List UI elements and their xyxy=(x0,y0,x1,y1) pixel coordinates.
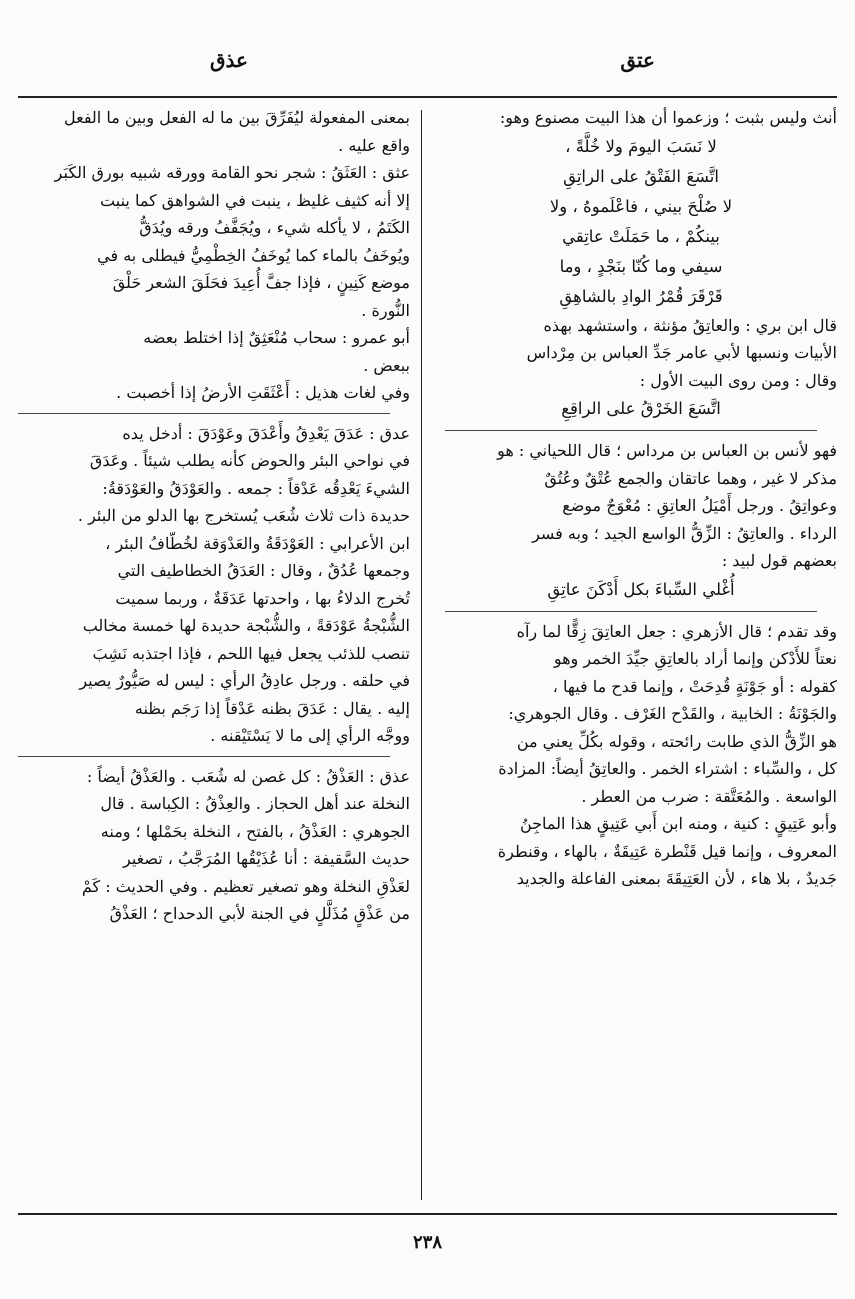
running-header-right: عتق xyxy=(620,48,655,72)
text-line: ابن الأعرابي : العَوْدَقَةُ والعَدْوَقة لخُطّافُ البئر ، xyxy=(105,533,410,553)
page-number: ٢٣٨ xyxy=(412,1232,442,1253)
text-line: حديدة ذات ثلاث شُعَب يُستخرج بها الدلو من البئر . xyxy=(77,506,410,525)
text-line: بعضهم قول لبيد : xyxy=(721,551,837,570)
text-line: لا صُلْحَ بيني ، فاعْلَموهُ ، ولا xyxy=(549,196,733,216)
text-line: عثق : العَثَقُ : شجر نحو القامة وورقه شبيه بورق الكَبَر xyxy=(54,163,410,182)
text-line: لا نَسَبَ اليومَ ولا خُلَّةً ، xyxy=(565,136,717,156)
text-line: النُّورة . xyxy=(361,300,410,320)
text-line: وفي لغات هذيل : أَعْثَقَتِ الأرضُ إذا أخصبت . xyxy=(116,383,410,402)
section-separator xyxy=(18,413,390,414)
text-line: نعتاً للأَدْكن وإنما أراد بالعاتِقِ جيِّدَ الخمر وهو xyxy=(553,649,837,668)
section-separator xyxy=(445,611,817,612)
text-line: سيفي وما كُنّا بنَجْدٍ ، وما xyxy=(559,256,723,276)
text-line: أبو عمرو : سحاب مُنْعَثِقٌ إذا اختلط بعضه xyxy=(143,328,410,347)
footer-rule xyxy=(18,1213,837,1215)
entry-adaq xyxy=(18,420,410,750)
text-line: كل ، والسِّباء : اشتراء الخمر . والعاتِقُ أيضاً: المزادة xyxy=(498,759,837,778)
text-line: قال ابن بري : والعاتِقُ مؤنثة ، واستشهد بهذه xyxy=(543,315,837,335)
text-block xyxy=(445,104,837,132)
quote-verse xyxy=(445,394,837,424)
verse-line: اتَّسَعَ الخَرْقُ على الراقِعِ xyxy=(561,399,721,418)
text-line: الشيءَ يَعْدِقُه عَدْقاً : جمعه . والعَوْدَقُ والعَوْدَقةُ: xyxy=(102,478,410,498)
text-line: واقع عليه . xyxy=(338,135,410,155)
text-line: مذكر لا غير ، وهما عاتقان والجمع عُتْقٌ وعُتُقٌ xyxy=(544,468,837,488)
text-line: جَديدٌ ، بلا هاء ، لأن العَتِيقَةَ بمعنى الفاعلة والجديد xyxy=(516,869,837,888)
text-line: كقوله : أو جَوْنَةٍ قُدِحَتْ ، وإنما قدح ما فيها ، xyxy=(552,676,837,696)
paragraph xyxy=(18,379,410,407)
text-line: من عَذْقٍ مُذَلَّلٍ في الجنة لأبي الدحداح ؛ العَذْقُ xyxy=(109,904,410,923)
text-line: المعروف ، وإنما قيل قَنْطرة عَتِيقَةٌ ، بالهاء ، وقنطرة xyxy=(497,841,837,861)
text-line: فهو لأنس بن العباس بن مرداس ؛ قال اللحياني : هو xyxy=(497,441,837,460)
section-separator xyxy=(18,756,390,757)
text-line: الشُّبْجةُ عَوْدَقةً ، والشُّبْجة حديدة لها خمسة مخالب xyxy=(82,616,410,635)
text-block xyxy=(445,437,837,575)
text-line: وعواتِقُ . ورجل أَمْيَلُ العاتِقِ : مُعْوَجٌ موضع xyxy=(562,496,837,515)
text-line: النخلة عند أهل الحجاز . والعِذْقُ : الكِباسة . قال xyxy=(100,794,410,813)
text-line: والجَوْنَةُ : الخابية ، والقَدْح الغَرْف . وقال الجوهري: xyxy=(508,704,837,723)
text-block xyxy=(445,312,837,395)
section-separator xyxy=(445,430,817,431)
paragraph xyxy=(18,324,410,379)
text-line: الواسعة . والمُعَتَّقة : ضرب من العطر . xyxy=(581,786,837,806)
quote-verse xyxy=(445,575,837,605)
text-line: بمعنى المفعولة ليُفَرِّقَ بين ما له الفعل وبين ما الفعل xyxy=(64,108,410,127)
text-line: الكَتَمُ ، لا يأكله شيء ، ويُجَفَّفُ ورقه ويُدَقُّ xyxy=(139,218,410,237)
text-line: تُخرج الدلاءُ بها ، واحدتها عَدَقَةٌ ، وربما سميت xyxy=(115,588,410,608)
poem-verses xyxy=(445,132,837,312)
paragraph xyxy=(18,104,410,159)
text-line: الرداء . والعاتِقُ : الزِّقُّ الواسع الجيد ؛ وبه فسر xyxy=(532,523,837,543)
text-line: تنصب للذئب يجعل فيها اللحم ، فإذا اجتذبه نَشِبَ xyxy=(92,643,410,663)
header-rule xyxy=(18,96,837,98)
text-line: موضع كَنِينٍ ، فإذا جفَّ أُعِيدَ فحَلَقَ الشعر حَلْقَ xyxy=(112,273,410,292)
text-line: إليه . يقال : عَدَقَ بظنه عَدْقاً إذا رَجَم بظنه xyxy=(134,698,410,718)
entry-athaq xyxy=(18,159,410,324)
text-line: ووجَّه الرأي إلى ما لا يَسْتَيْقنه . xyxy=(210,726,410,745)
text-line: أنث وليس بثبت ؛ وزعموا أن هذا البيت مصنوع وهو: xyxy=(499,108,837,127)
text-line: حديث السَّقيفة : أنا عُذَيْقُها المُرَجَّبُ ، تصغير xyxy=(122,849,410,868)
text-line: إلا أنه كثيف غليظ ، ينبت في الشواهق كما ينبت xyxy=(100,190,410,210)
text-line: لعَذْقِ النخلة وهو تصغير تعظيم . وفي الحديث : كَمْ xyxy=(81,876,410,896)
text-line: اتَّسَعَ الفَتْقُ على الراتِقِ xyxy=(563,166,719,186)
text-line: وأبو عَتِيقٍ : كنية ، ومنه ابن أَبي عَتِيقٍ هذا الماجِنُ xyxy=(519,814,837,833)
text-line: بينكُمْ ، ما حَمَلَتْ عاتِقي xyxy=(562,226,720,246)
text-line: الأبيات ونسبها لأبي عامر جَدِّ العباس بن مِرْداس xyxy=(526,343,837,362)
text-line: هو الزِّقُّ الذي طابت رائحته ، وقوله بكُلِّ يعني من xyxy=(516,731,837,751)
text-line: الجوهري : العَذْقُ ، بالفتح ، النخلة بحَمْلها ؛ ومنه xyxy=(100,821,410,841)
text-line: ببعض . xyxy=(363,355,410,375)
text-line: في حلقه . ورجل عادِقُ الرأي : ليس له صَيُّورٌ يصير xyxy=(79,671,410,690)
verse-line: أُغْلي السِّباءَ بكل أَدْكَنَ عاتِقِ xyxy=(547,579,735,599)
column-divider xyxy=(421,110,422,1200)
text-line: وجمعها عُدُقٌ ، وقال : العَدَقُ الخطاطيف التي xyxy=(117,561,410,580)
text-line: عذق : العَذْقُ : كل غصن له شُعَب . والعَذْقُ أيضاً : xyxy=(86,766,410,786)
running-header-left: عذق xyxy=(210,48,248,72)
left-column xyxy=(18,104,410,1204)
text-line: قَرْقَرَ قُمْرُ الوادِ بالشاهِقِ xyxy=(559,286,723,306)
text-line: وقد تقدم ؛ قال الأزهري : جعل العاتِقَ زِقًّا لما رآه xyxy=(516,621,837,641)
text-line: وقال : ومن روى البيت الأول : xyxy=(639,370,837,390)
text-line: في نواحي البئر والحوض كأنه يطلب شيئاً . وعَدَقَ xyxy=(89,451,410,470)
text-line: عدق : عَدَقَ يَعْدِقُ وأَعْدَقَ وعَوْدَقَ : أدخل يده xyxy=(122,423,410,443)
right-column xyxy=(445,104,837,1204)
text-block xyxy=(445,618,837,893)
text-line: ويُوخَفُ بالماء كما يُوخَفُ الخِطْمِيُّ فيطلى به في xyxy=(97,245,410,265)
entry-adhq xyxy=(18,763,410,928)
